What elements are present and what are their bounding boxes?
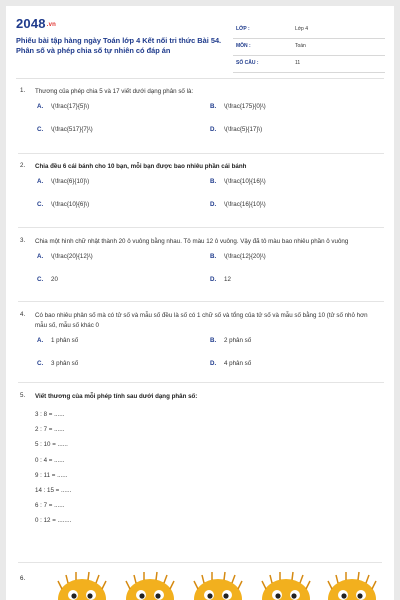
meta-row-count [233,56,385,73]
option-letter: C. [37,276,44,283]
site-logo[interactable] [16,16,56,31]
exercise-item[interactable]: 14 : 15 = ...... [35,486,72,494]
option-text: 2 phân số [224,337,252,344]
question-number: 4. [20,311,26,318]
exercise-item[interactable]: 2 : 7 = ...... [35,426,65,434]
option-letter: B. [210,178,217,185]
meta-label: SỐ CÂU : [236,60,259,66]
logo-domain: .vn [46,21,57,28]
question-divider [18,153,384,154]
option-letter: D. [210,201,217,208]
option-c[interactable] [37,201,197,213]
option-letter: D. [210,126,217,133]
option-text: \(\frac{175}{0}\) [224,103,266,110]
meta-row-class [233,22,385,39]
question-text: Viết thương của mỗi phép tính sau dưới dạng phân số: [35,393,198,400]
option-b[interactable] [210,337,370,349]
question-5 [16,392,386,533]
fish-illustration [56,571,108,600]
option-letter: C. [37,201,44,208]
option-letter: D. [210,276,217,283]
worksheet-title: Phiếu bài tập hàng ngày Toán lớp 4 Kết nối tri thức Bài 54. Phân số và phép chia số tự nhiên có đáp án [16,36,222,55]
option-letter: C. [37,360,44,367]
option-text: \(\frac{16}{10}\) [224,201,266,208]
option-text: \(\frac{20}{12}\) [51,253,93,260]
option-letter: A. [37,337,44,344]
options [16,253,386,297]
option-letter: A. [37,253,44,260]
option-letter: B. [210,337,217,344]
question-number: 3. [20,237,26,244]
logo-text: 2048 [16,16,46,31]
exercise-item[interactable]: 3 : 8 = ...... [35,411,65,418]
exercise-item[interactable]: 6 : 7 = ...... [35,502,65,510]
option-b[interactable] [210,178,370,190]
option-d[interactable] [210,360,370,372]
option-text: 4 phân số [224,360,252,367]
exercise-item[interactable]: 9 : 11 = ...... [35,471,68,479]
worksheet-page [6,6,394,600]
option-text: 20 [51,276,58,283]
question-text: Chia một hình chữ nhật thành 20 ô vuông bằng nhau. Tô màu 12 ô vuông. Vậy đã tô màu bao nhiêu phần ô vuông [35,238,349,245]
meta-label: MÔN : [236,43,251,49]
questions [16,84,386,533]
question-6 [16,571,386,600]
options [16,337,386,381]
question-number: 1. [20,87,26,94]
question-text: Có bao nhiêu phân số mà có tử số và mẫu số đều là số có 1 chữ số và tổng của tử số và mẫu số bằng 10 (tử số nhỏ hơn mẫu số, mẫu số khác 0 [35,312,368,329]
option-c[interactable] [37,276,197,288]
question-text: Chia đều 6 cái bánh cho 10 bạn, mỗi bạn được bao nhiêu phần cái bánh [35,163,247,170]
meta-value: 11 [295,60,301,66]
worksheet-header [16,16,386,76]
option-text: 3 phân số [51,360,79,367]
question-text: Thương của phép chia 5 và 17 viết dưới dạng phân số là: [35,88,194,95]
fish-illustration [192,571,244,600]
meta-label: LỚP : [236,26,250,32]
exercise-list [16,411,386,533]
question-3 [16,237,386,297]
option-b[interactable] [210,253,370,265]
fish-illustration-row [48,571,378,600]
option-a[interactable] [37,103,197,115]
option-text: \(\frac{517}{7}\) [51,126,93,133]
header-divider [16,78,384,79]
option-letter: A. [37,103,44,110]
option-text: 12 [224,276,231,283]
exercise-item[interactable]: 0 : 4 = ...... [35,456,65,464]
option-letter: B. [210,103,217,110]
option-a[interactable] [37,337,197,349]
options [16,103,386,147]
option-text: \(\frac{5}{17}\) [224,126,263,133]
exercise-item[interactable]: 5 : 10 = ...... [35,441,68,449]
option-letter: B. [210,253,217,260]
option-a[interactable] [37,253,197,265]
fish-illustration [326,571,378,600]
option-a[interactable] [37,178,197,190]
fish-illustration [124,571,176,600]
options [16,178,386,222]
option-text: 1 phân số [51,337,79,344]
option-text: \(\frac{10}{16}\) [224,178,266,185]
option-letter: C. [37,126,44,133]
option-d[interactable] [210,276,370,288]
fish-illustration [260,571,312,600]
question-4 [16,311,386,381]
question-2 [16,162,386,222]
option-d[interactable] [210,201,370,213]
meta-row-subject [233,39,385,56]
question-divider [18,301,384,302]
question-divider [18,227,384,228]
option-text: \(\frac{17}{5}\) [51,103,90,110]
question-number: 2. [20,162,26,169]
option-d[interactable] [210,126,370,138]
question-divider [18,382,384,383]
option-letter: A. [37,178,44,185]
option-b[interactable] [210,103,370,115]
option-text: \(\frac{12}{20}\) [224,253,266,260]
option-text: \(\frac{6}{10}\) [51,178,90,185]
option-c[interactable] [37,126,197,138]
question-number: 6. [20,575,26,582]
meta-table [233,22,385,73]
question-number: 5. [20,392,26,399]
question-1 [16,87,386,147]
meta-value: Toán [295,43,306,49]
meta-value: Lớp 4 [295,26,309,32]
option-text: \(\frac{10}{6}\) [51,201,90,208]
option-letter: D. [210,360,217,367]
option-c[interactable] [37,360,197,372]
exercise-item[interactable]: 0 : 12 = ........ [35,517,72,525]
question-divider [18,562,382,563]
